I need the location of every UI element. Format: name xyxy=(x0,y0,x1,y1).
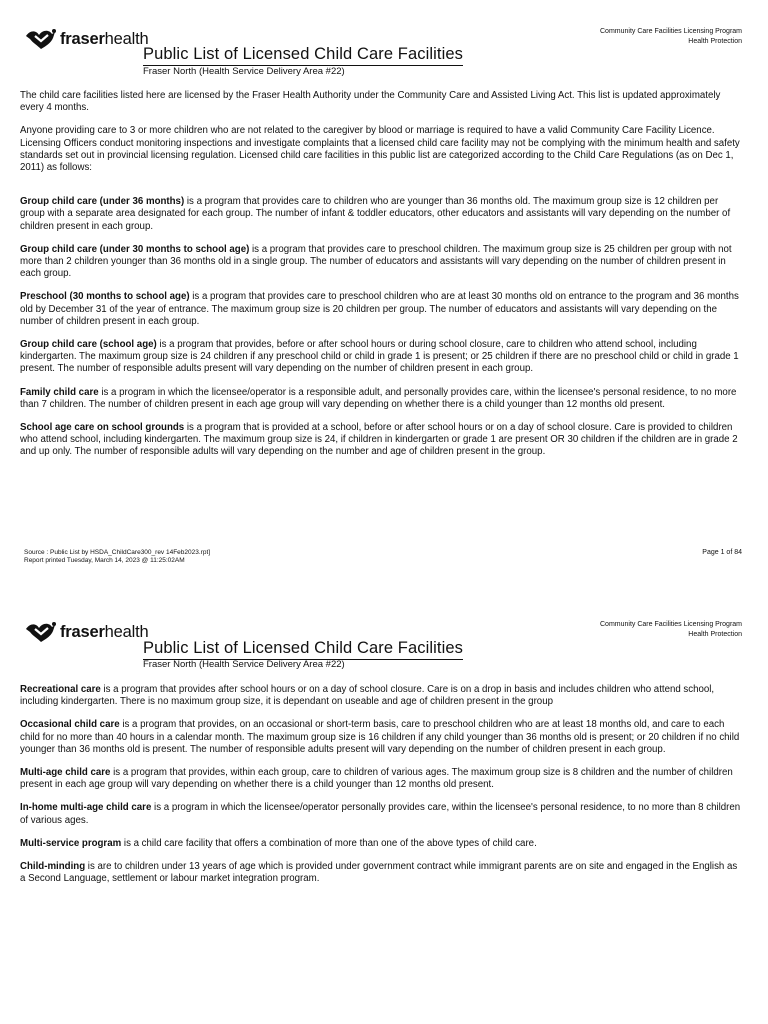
definition-paragraph xyxy=(20,719,745,756)
definition-paragraph xyxy=(20,767,745,791)
definition-text: is a program that provides care to preschool children who are at least 30 months old on entrance to the program and 36 months old by December 31 of the year of entrance. The maximum group size is 20 children per group. The number of educators and assistants will vary depending on the number of children present in each group. xyxy=(20,291,739,327)
fraserhealth-emblem-icon xyxy=(24,620,58,644)
definition-term: Group child care (under 30 months to school age) xyxy=(20,243,250,255)
definition-paragraph xyxy=(20,291,745,328)
logo-wordmark: fraserhealth xyxy=(60,29,149,48)
definition-term: Recreational care xyxy=(20,684,101,695)
definition-term: Group child care (school age) xyxy=(20,339,157,351)
definition-paragraph xyxy=(20,244,745,281)
definition-text: is a program that provides, before or after school hours or during school closure, care to children who attend school, including kindergarten. The maximum group size is 24 children if any preschool child or child in grade 1 is present; or 25 children if there are no preschool child or child in grade 1 present. The number of responsible adults present will vary depending on the number of children present in each group. xyxy=(20,339,739,375)
definition-text: is a program in which the licensee/operator personally provides care, within the licensee's personal residence, to no more than 8 children of various ages. xyxy=(20,802,741,826)
program-line-1: Community Care Facilities Licensing Program xyxy=(600,28,742,35)
document-page-2 xyxy=(0,600,768,1024)
definition-text: is a program that provides, within each group, care to children of various ages. The maximum group size is 8 children and the number of children present in each age group will vary depending on whether there is a child younger than 12 months old present. xyxy=(20,767,733,791)
page-2-body xyxy=(20,684,745,896)
page-1-body xyxy=(20,90,745,470)
intro-paragraph: The child care facilities listed here are licensed by the Fraser Health Authority under the Community Care and Assisted Living Act. This list is updated approximately every 4 months. xyxy=(20,90,721,114)
definition-paragraph xyxy=(20,684,745,708)
definition-paragraph xyxy=(20,387,745,411)
definition-paragraph xyxy=(20,861,745,885)
page-title: Public List of Licensed Child Care Facilities xyxy=(143,639,463,660)
definition-term: School age care on school grounds xyxy=(20,422,185,434)
definition-paragraph xyxy=(20,838,745,850)
definition-paragraph xyxy=(20,422,745,459)
program-line-2: Health Protection xyxy=(688,37,742,45)
definition-text: is are to children under 13 years of age which is provided under government contract while immigrant parents are on site and engaged in the English as a Second Language, settlement or labour market integration program. xyxy=(20,861,738,885)
definition-text: is a program that is provided at a school, before or after school hours or on a day of school closure. Care is provided to children who attend school, including kindergarten. The maximum group size is 24, if children in kindergarten or grade 1 are present OR 30 children if the children are in grade 2 and up only. The number of responsible adults will vary depending on the number and age of children present in the group. xyxy=(20,422,738,458)
definition-term: Occasional child care xyxy=(20,719,120,731)
page-subtitle: Fraser North (Health Service Delivery Area #22) xyxy=(143,66,345,77)
page-title: Public List of Licensed Child Care Facilities xyxy=(143,45,463,66)
fraserhealth-emblem-icon xyxy=(24,27,58,51)
definition-term: Family child care xyxy=(20,386,99,398)
report-source: Source : Public List by HSDA_ChildCare300_rev 14Feb2023.rpt] xyxy=(24,549,211,556)
fraserhealth-logo xyxy=(24,620,148,644)
intro-paragraph: Anyone providing care to 3 or more children who are not related to the caregiver by blood or marriage is required to have a valid Community Care Facility Licence. Licensing Officers conduct monitoring inspections and investigate complaints that a licensed child care facility may not be complying with the minimum health and safety standards set out in provincial licensing regulation. Licensed child care facilities in this public list are categorized according to the Child Care Regulations (as on Dec 1, 2011) as follows: xyxy=(20,125,740,174)
page-number: Page 1 of 84 xyxy=(702,549,742,556)
definition-text: is a program that provides care to preschool children. The maximum group size is 25 children per group with not more than 2 children younger than 36 months old in a single group. The number of educators and assistants will vary depending on the number of children present in each group. xyxy=(20,243,732,280)
program-name xyxy=(600,620,742,639)
program-line-2: Health Protection xyxy=(688,630,742,638)
program-line-1: Community Care Facilities Licensing Program xyxy=(600,621,742,628)
definition-term: Multi-service program xyxy=(20,837,122,849)
report-printed-date: Report printed Tuesday, March 14, 2023 @ 11:25:02AM xyxy=(24,557,185,564)
definition-paragraph xyxy=(20,339,745,376)
definition-text: is a program in which the licensee/operator is a responsible adult, and personally provides care, within the licensee's personal residence, to no more than 7 children. The number of children present in each age group will vary depending on whether there is a child younger than 12 months old present. xyxy=(20,386,737,410)
definition-term: Multi-age child care xyxy=(20,767,111,779)
logo-wordmark: fraserhealth xyxy=(60,622,149,641)
definition-term: In-home multi-age child care xyxy=(20,802,152,814)
report-source-footer xyxy=(24,549,210,565)
definition-paragraph xyxy=(20,196,745,233)
definition-text: is a program that provides care to children who are younger than 36 months old. The maximum group size is 12 children per group with a separate area designated for each group. The number of infant & toddler educators, other educators and assistants will vary depending on the number of children present in each group. xyxy=(20,196,731,232)
page-subtitle: Fraser North (Health Service Delivery Area #22) xyxy=(143,659,345,670)
definition-term: Child-minding xyxy=(20,861,86,873)
definition-paragraph xyxy=(20,802,745,826)
definition-text: is a program that provides after school hours or on a day of school closure. Care is on a drop in basis and includes children who attend school, including kindergarten. There is no maximum group size, it is dependant on useable and age of children present in the group xyxy=(20,684,715,708)
definition-text: is a child care facility that offers a combination of more than one of the above types of child care. xyxy=(121,837,537,849)
program-name xyxy=(600,27,742,46)
definition-text: is a program that provides, on an occasional or short-term basis, care to preschool children who are at least 18 months old, and care to each child for no more than 40 hours in a calendar month. The maximum group size is 16 children if any child younger than 36 months old is present; or 20 children if no child younger than 36 months old is present. The number of responsible adults present will vary depending on the number of children present in each group. xyxy=(20,719,740,755)
definition-term: Preschool (30 months to school age) xyxy=(20,291,190,303)
fraserhealth-logo xyxy=(24,27,148,51)
definition-term: Group child care (under 36 months) xyxy=(20,196,185,208)
